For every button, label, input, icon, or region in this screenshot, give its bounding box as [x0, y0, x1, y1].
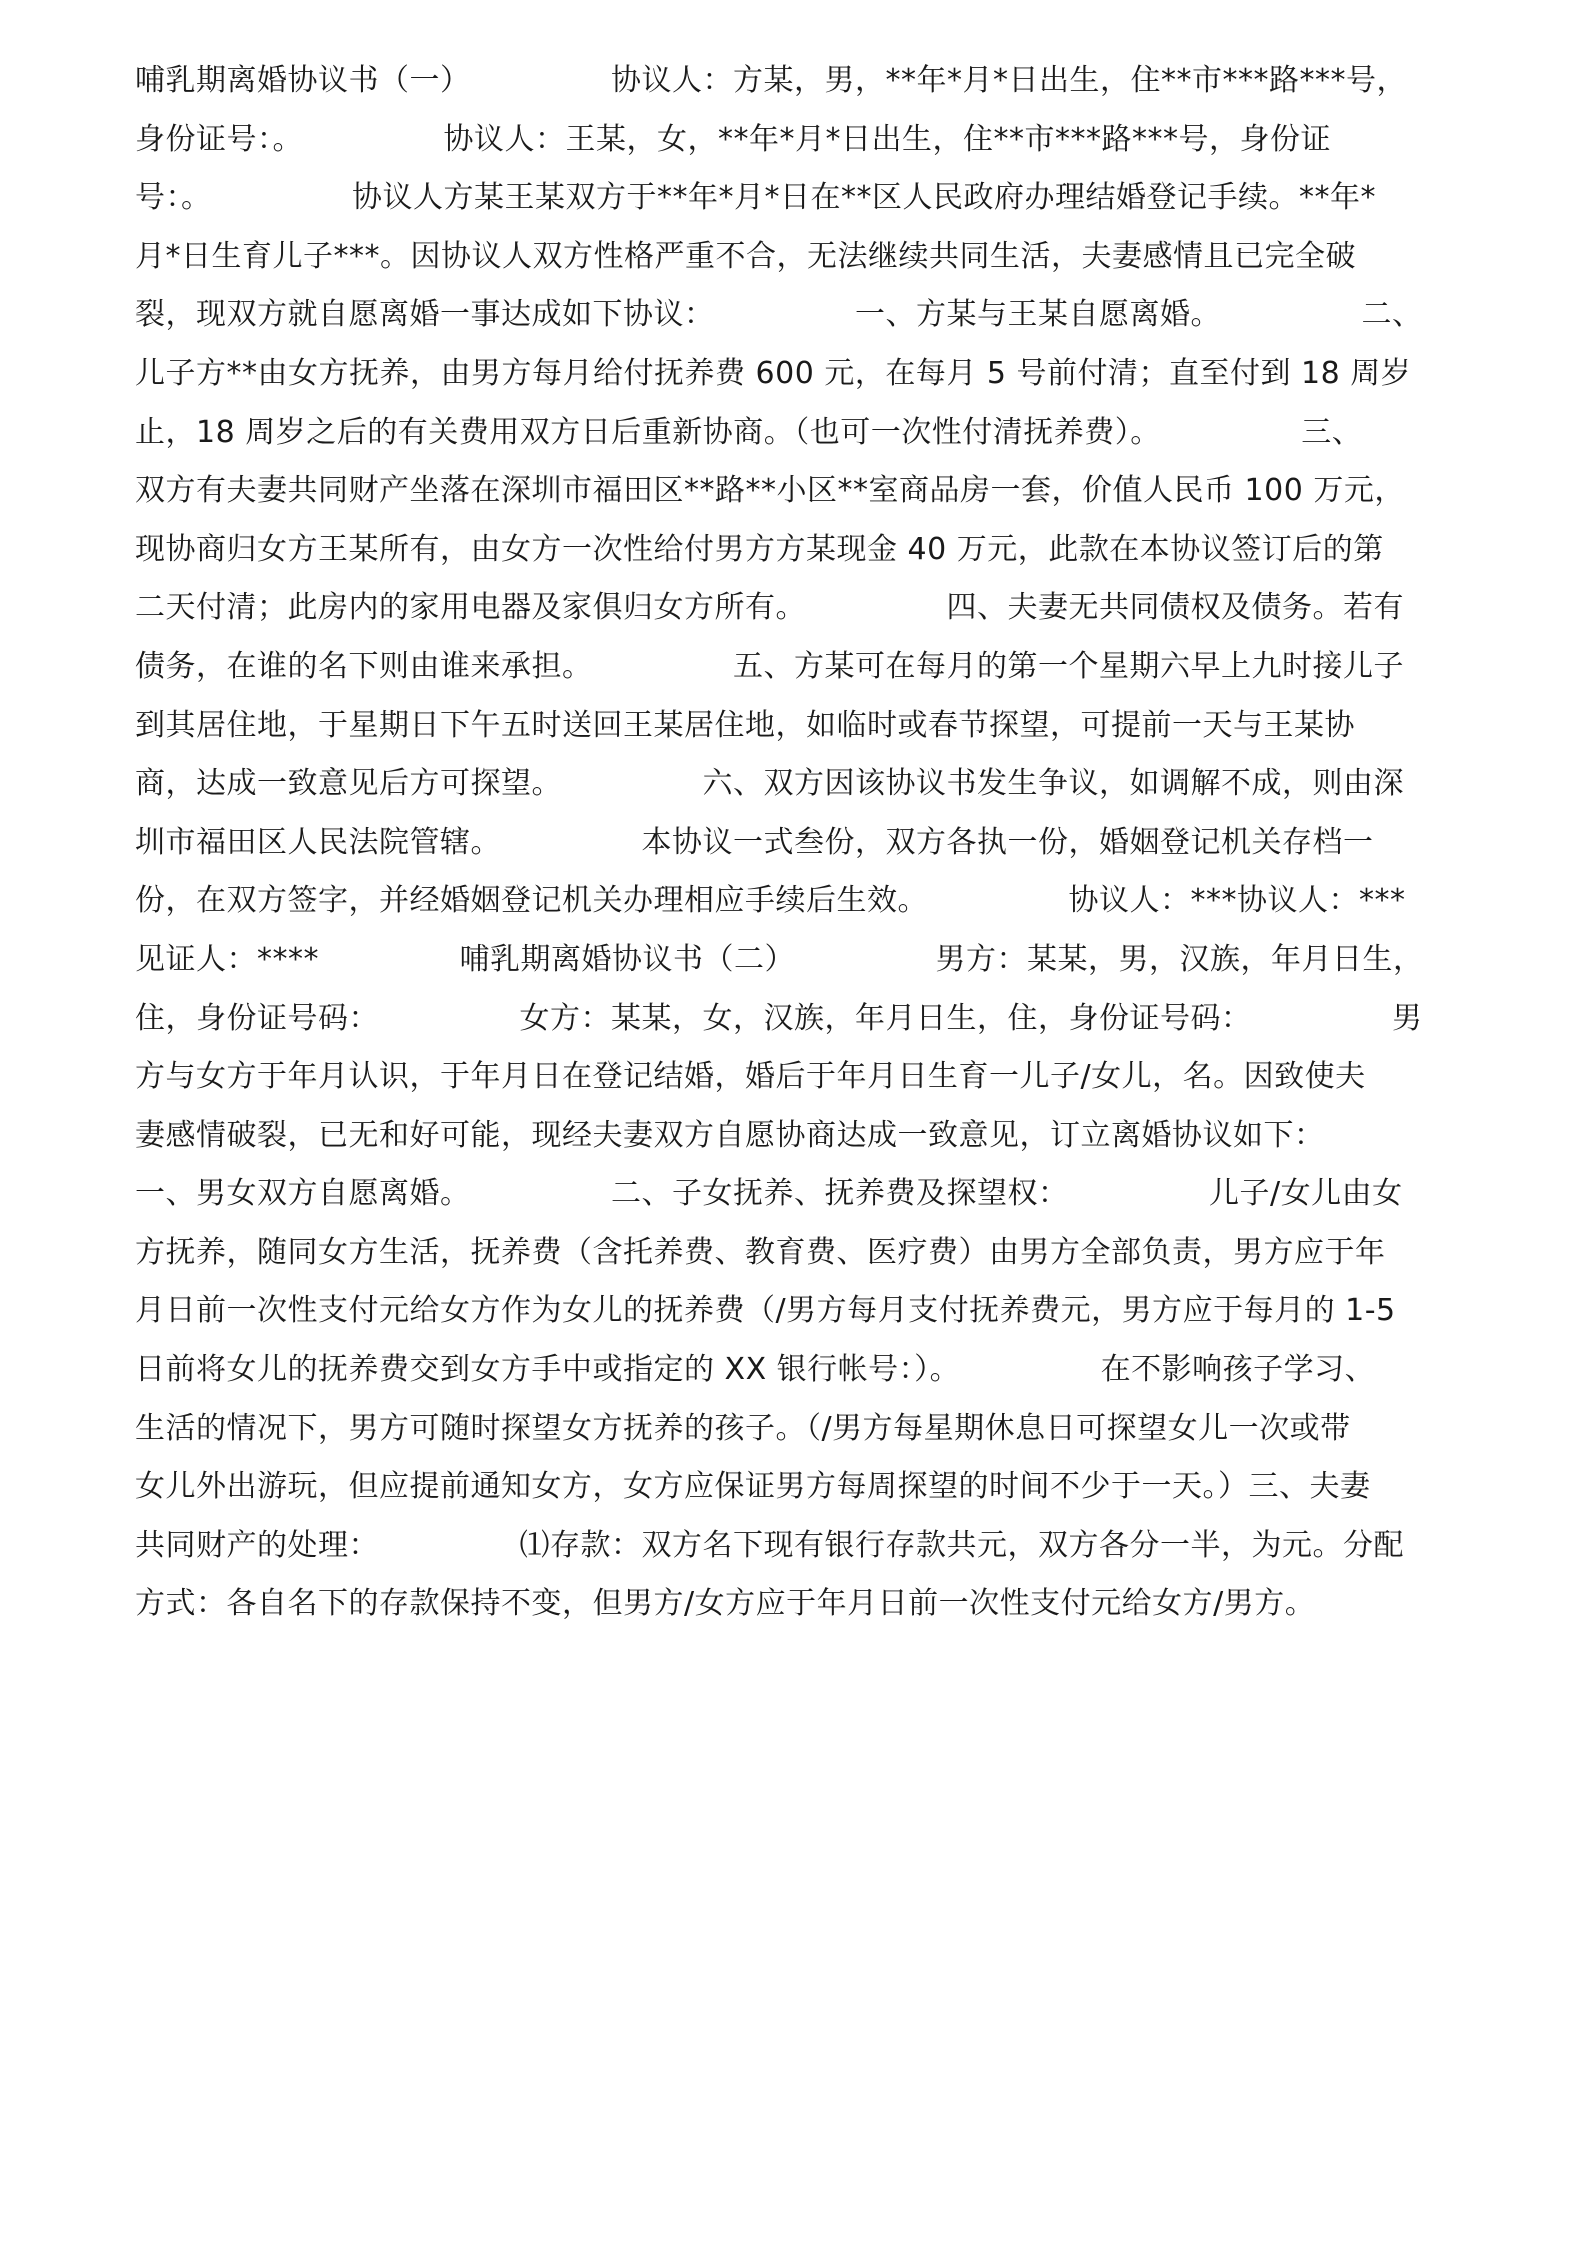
- text-line: 债务，在谁的名下则由谁来承担。 五、方某可在每月的第一个星期六早上九时接儿子: [135, 648, 1405, 684]
- text-line: 哺乳期离婚协议书（一） 协议人：方某，男，**年*月*日出生，住**市***路***号，: [135, 63, 1408, 98]
- text-line: 方式：各自名下的存款保持不变，但男方/女方应于年月日前一次性支付元给女方/男方。: [135, 1586, 1316, 1622]
- text-line: 商，达成一致意见后方可探望。 六、双方因该协议书发生争议，如调解不成，则由深: [135, 766, 1405, 802]
- text-line: 见证人：**** 哺乳期离婚协议书（二） 男方：某某，男，汉族，年月日生，: [135, 941, 1424, 977]
- text-line: 身份证号：。 协议人：王某，女，**年*月*日出生，住**市***路***号，身份证: [135, 121, 1332, 157]
- text-line: 共同财产的处理： ⑴存款：双方名下现有银行存款共元，双方各分一半，为元。分配: [135, 1527, 1405, 1563]
- text-line: 现协商归女方王某所有，由女方一次性给付男方方某现金 40 万元，此款在本协议签订后的第: [135, 531, 1384, 567]
- text-line: 方与女方于年月认识，于年月日在登记结婚，婚后于年月日生育一儿子/女儿，名。因致使夫: [135, 1059, 1366, 1095]
- text-line: 号：。 协议人方某王某双方于**年*月*日在**区人民政府办理结婚登记手续。**年*: [135, 180, 1377, 216]
- text-line: 止，18 周岁之后的有关费用双方日后重新协商。（也可一次性付清抚养费）。 三、: [135, 414, 1363, 450]
- text-line: 妻感情破裂，已无和好可能，现经夫妻双方自愿协商达成一致意见，订立离婚协议如下：: [135, 1117, 1325, 1153]
- text-line: 生活的情况下，男方可随时探望女方抚养的孩子。（/男方每星期休息日可探望女儿一次或带: [135, 1410, 1351, 1446]
- text-line: 住，身份证号码： 女方：某某，女，汉族，年月日生，住，身份证号码： 男: [135, 1000, 1423, 1036]
- text-line: 一、男女双方自愿离婚。 二、子女抚养、抚养费及探望权： 儿子/女儿由女: [135, 1176, 1403, 1212]
- text-line: 圳市福田区人民法院管辖。 本协议一式叁份，双方各执一份，婚姻登记机关存档一: [135, 824, 1374, 860]
- text-line: 月*日生育儿子***。因协议人双方性格严重不合，无法继续共同生活，夫妻感情且已完全破: [135, 238, 1356, 274]
- text-line: 到其居住地，于星期日下午五时送回王某居住地，如临时或春节探望，可提前一天与王某协: [135, 707, 1355, 743]
- text-line: 女儿外出游玩，但应提前通知女方，女方应保证男方每周探望的时间不少于一天。）三、夫妻: [135, 1469, 1371, 1505]
- text-line: 份，在双方签字，并经婚姻登记机关办理相应手续后生效。 协议人：***协议人：***: [135, 883, 1406, 919]
- text-line: 二天付清；此房内的家用电器及家俱归女方所有。 四、夫妻无共同债权及债务。若有: [135, 590, 1405, 626]
- text-line: 裂，现双方就自愿离婚一事达成如下协议： 一、方某与王某自愿离婚。 二、: [135, 297, 1423, 333]
- text-line: 儿子方**由女方抚养，由男方每月给付抚养费 600 元，在每月 5 号前付清；直至付到 18 周岁: [135, 355, 1412, 391]
- text-line: 双方有夫妻共同财产坐落在深圳市福田区**路**小区**室商品房一套，价值人民币 100 万元，: [135, 473, 1405, 509]
- agreement-text: [135, 52, 1455, 1634]
- text-line: 日前将女儿的抚养费交到女方手中或指定的 XX 银行帐号：）。 在不影响孩子学习、: [135, 1352, 1376, 1388]
- text-line: 月日前一次性支付元给女方作为女儿的抚养费（/男方每月支付抚养费元，男方应于每月的 1-5: [135, 1293, 1396, 1329]
- text-line: 方抚养，随同女方生活，抚养费（含托养费、教育费、医疗费）由男方全部负责，男方应于年: [135, 1234, 1386, 1270]
